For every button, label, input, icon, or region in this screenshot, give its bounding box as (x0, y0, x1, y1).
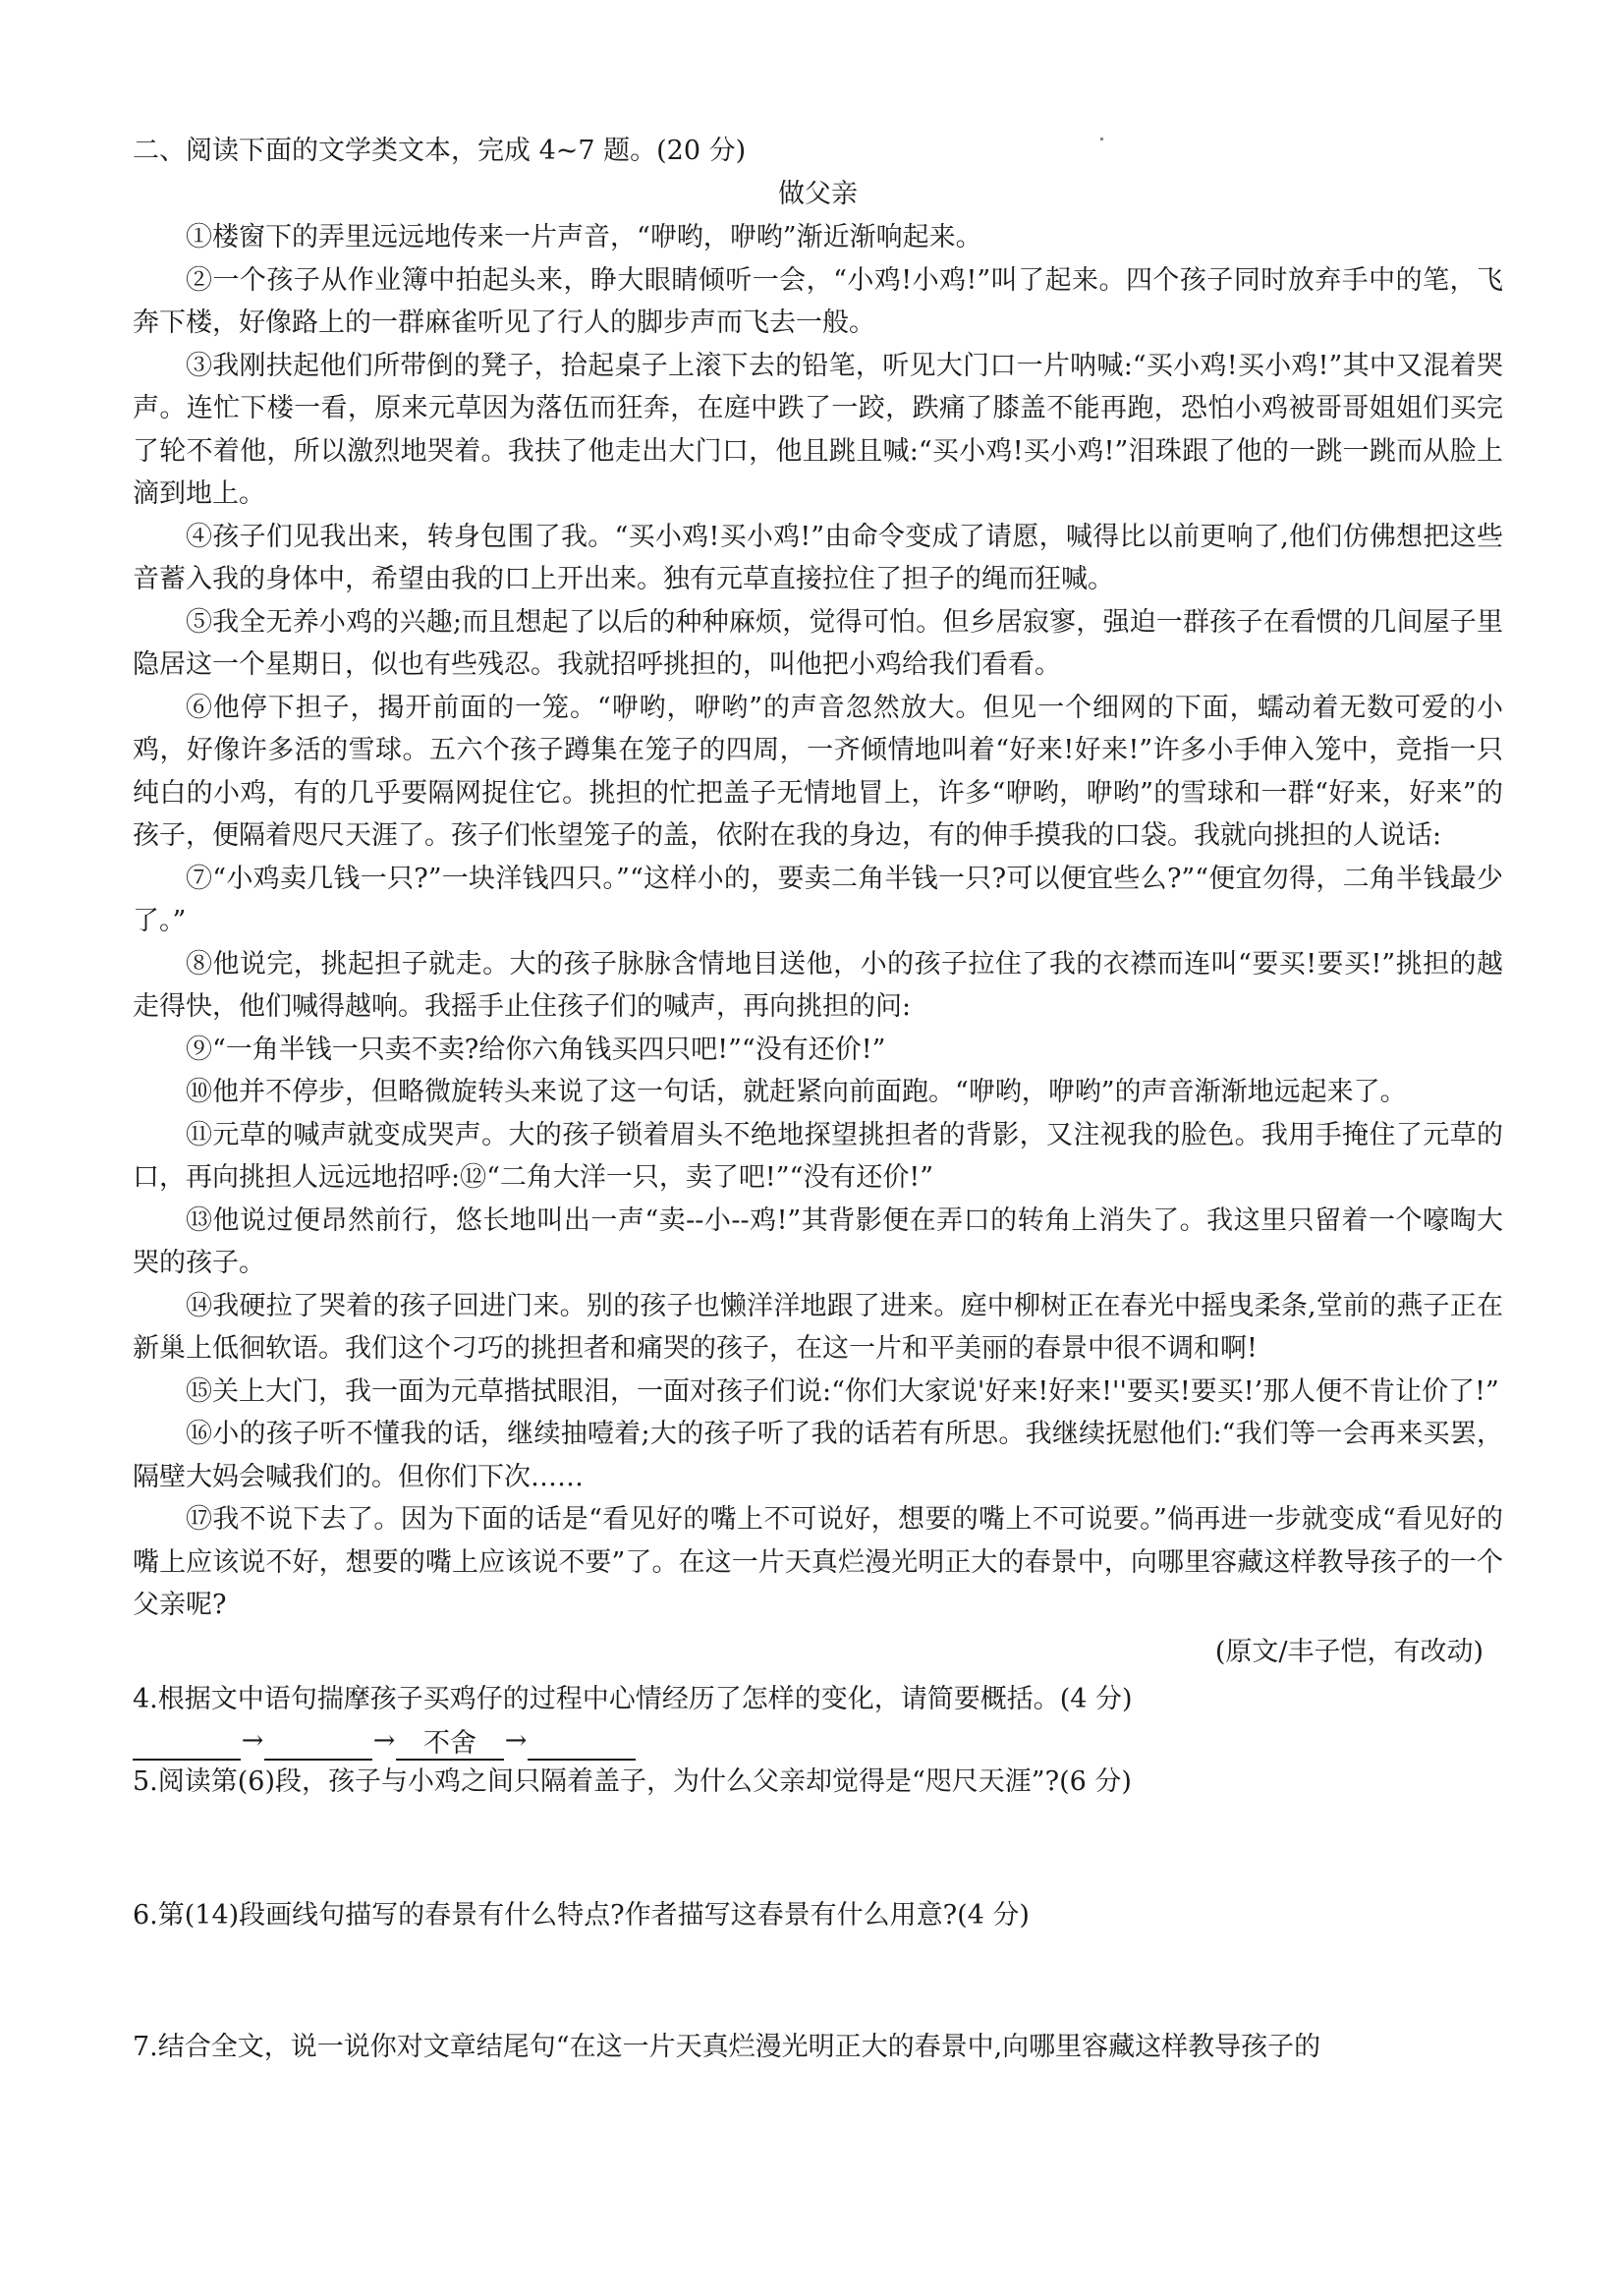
paragraph-10: ⑩他并不停步，但略微旋转头来说了这一句话，就赶紧向前面跑。“咿哟，咿哟”的声音渐渐地远起来了。 (186, 1077, 1407, 1107)
paragraph-5: ⑤我全无养小鸡的兴趣;而且想起了以后的种种麻烦，觉得可怕。但乡居寂寥，强迫一群孩子在看惯的几间屋子里隐居这一个星期日，似也有些残忍。我就招呼挑担的，叫他把小鸡给我们看看。 (133, 606, 1503, 680)
answer-space-6[interactable] (133, 1937, 1503, 2026)
paragraph-11: ⑪元草的喊声就变成哭声。大的孩子锁着眉头不绝地探望挑担者的背影，又注视我的脸色。我用手掩住了元草的口，再向挑担人远远地招呼:⑫“二角大洋一只，卖了吧!”“没有还价!” (133, 1119, 1503, 1193)
paragraph-8: ⑧他说完，挑起担子就走。大的孩子脉脉含情地目送他，小的孩子拉住了我的衣襟而连叫“要买!要买!”挑担的越走得快，他们喊得越响。我摇手止住孩子们的喊声，再向挑担的问: (133, 948, 1503, 1022)
arrow-icon: → (504, 1724, 528, 1756)
article-title: 做父亲 (778, 179, 858, 209)
paragraph-17: ⑰我不说下去了。因为下面的话是“看见好的嘴上不可说好，想要的嘴上不可说要。”倘再进一步就变成“看见好的嘴上应该说不好，想要的嘴上应该说不要”了。在这一片天真烂漫光明正大的春景中，向哪里容藏这样教导孩子的一个父亲呢? (133, 1504, 1503, 1620)
question-4-answer-chain (133, 1721, 1503, 1761)
paragraph-15: ⑮关上大门，我一面为元草揩拭眼泪，一面对孩子们说:“你们大家说'好来!好来!''要买!要买!’那人便不肯让价了!” (186, 1375, 1499, 1407)
paragraph-13: ⑬他说过便昂然前行，悠长地叫出一声“卖--小--鸡!”其背影便在弄口的转角上消失了。我这里只留着一个嚎啕大哭的孩子。 (133, 1204, 1503, 1278)
answer-blank-2[interactable] (264, 1729, 372, 1761)
paragraph-7: ⑦“小鸡卖几钱一只?”一块洋钱四只。”“这样小的，要卖二角半钱一只?可以便宜些么?”“便宜勿得，二角半钱最少了。” (133, 863, 1503, 936)
paragraph-2: ②一个孩子从作业簿中拍起头来，睁大眼睛倾听一会，“小鸡!小鸡!”叫了起来。四个孩子同时放弃手中的笔，飞奔下楼，好像路上的一群麻雀听见了行人的脚步声而飞去一般。 (133, 264, 1503, 338)
paragraph-9: ⑨“一角半钱一只卖不卖?给你六角钱买四只吧!”“没有还价!” (186, 1034, 886, 1065)
paragraph-16: ⑯小的孩子听不懂我的话，继续抽噎着;大的孩子听了我的话若有所思。我继续抚慰他们:“我们等一会再来买罢，隔壁大妈会喊我们的。但你们下次…… (133, 1419, 1503, 1492)
answer-blank-1[interactable] (133, 1729, 241, 1761)
paragraph-1: ①楼窗下的弄里远远地传来一片声音，“咿哟，咿哟”渐近渐响起来。 (186, 222, 982, 252)
article-body (133, 216, 1503, 1627)
paragraph-4: ④孩子们见我出来，转身包围了我。“买小鸡!买小鸡!”由命令变成了请愿，喊得比以前更响了,他们仿佛想把这些音蓄入我的身体中，希望由我的口上开出来。独有元草直接拉住了担子的绳而狂喊。 (133, 521, 1503, 594)
paragraph-3: ③我刚扶起他们所带倒的凳子，拾起桌子上滚下去的铅笔，听见大门口一片呐喊:“买小鸡!买小鸡!”其中又混着哭声。连忙下楼一看，原来元草因为落伍而狂奔，在庭中跌了一跤，跌痛了膝盖不能再跑，恐怕小鸡被哥哥姐姐们买完了轮不着他，所以激烈地哭着。我扶了他走出大门口，他且跳且喊:“买小鸡!买小鸡!”泪珠跟了他的一跳一跳而从脸上滴到地上。 (133, 350, 1503, 509)
answer-space-5[interactable] (133, 1804, 1503, 1894)
paragraph-14: ⑭我硬拉了哭着的孩子回进门来。别的孩子也懒洋洋地跟了进来。庭中柳树正在春光中摇曳柔条,堂前的燕子正在新巢上低徊软语。我们这个刁巧的挑担者和痛哭的孩子，在这一片和平美丽的春景中很不调和啊! (133, 1290, 1503, 1364)
paragraph-6: ⑥他停下担子，揭开前面的一笼。“咿哟，咿哟”的声音忽然放大。但见一个细网的下面，蠕动着无数可爱的小鸡，好像许多活的雪球。五六个孩子蹲集在笼子的四周，一齐倾情地叫着“好来!好来!”许多小手伸入笼中，竞指一只纯白的小鸡，有的几乎要隔网捉住它。挑担的忙把盖子无情地冒上，许多“咿哟，咿哟”的雪球和一群“好来，好来”的孩子，便隔着咫尺天涯了。孩子们怅望笼子的盖，依附在我的身边，有的伸手摸我的口袋。我就向挑担的人说话: (133, 692, 1503, 851)
arrow-icon: → (372, 1724, 396, 1756)
question-4: 4.根据文中语句揣摩孩子买鸡仔的过程中心情经历了怎样的变化，请简要概括。(4 分) (133, 1683, 1133, 1714)
question-7: 7.结合全文，说一说你对文章结尾句“在这一片天真烂漫光明正大的春景中,向哪里容藏这样教导孩子的 (133, 2031, 1321, 2062)
article-source: (原文/丰子恺，有改动) (1214, 1636, 1483, 1667)
answer-blank-4[interactable] (528, 1729, 636, 1761)
section-heading: 二、阅读下面的文学类文本，完成 4~7 题。(20 分) (133, 136, 747, 166)
answer-blank-given: 不舍 (396, 1729, 504, 1761)
arrow-icon: → (241, 1724, 264, 1756)
exam-page (133, 130, 1503, 2069)
question-5: 5.阅读第(6)段，孩子与小鸡之间只隔着盖子，为什么父亲却觉得是“咫尺天涯”?(6 分) (133, 1765, 1132, 1797)
question-6: 6.第(14)段画线句描写的春景有什么特点?作者描写这春景有什么用意?(4 分) (133, 1899, 1030, 1931)
